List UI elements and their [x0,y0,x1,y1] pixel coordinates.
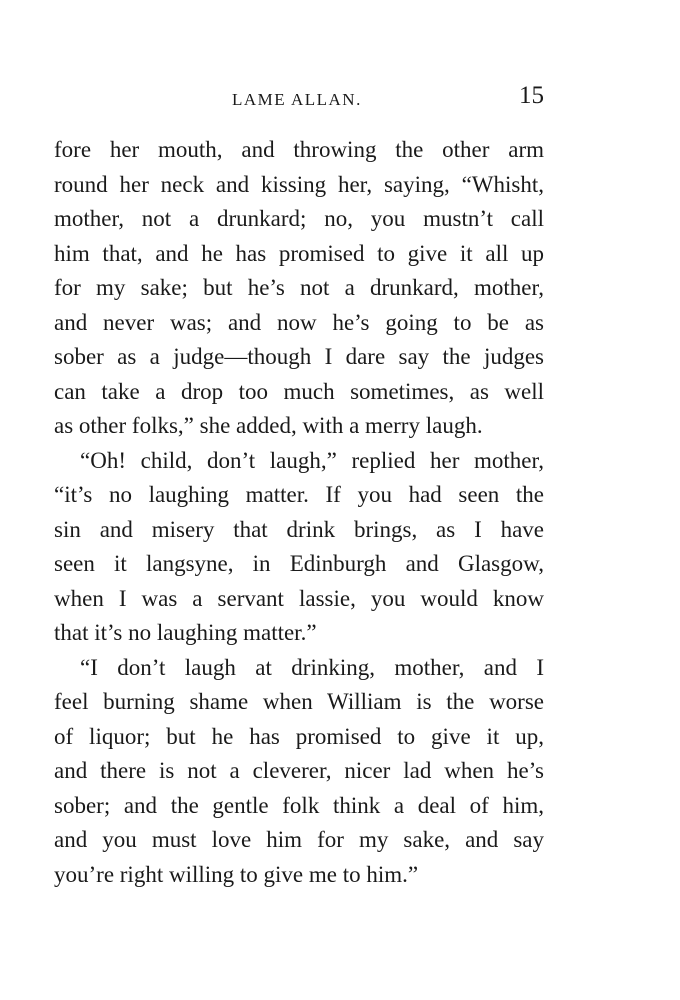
text-line: and you must love him for my sake, and say [54,827,544,852]
text-line: round her neck and kissing her, saying, “Whisht, [54,171,544,197]
text-line: and there is not a cleverer, nicer lad when he’s [54,758,544,783]
running-title: LAME ALLAN. [232,90,362,109]
text-line: “it’s no laughing matter. If you had seen the [54,482,544,507]
text-line: seen it langsyne, in Edinburgh and Glasgow, [54,551,544,576]
text-line: sin and misery that drink brings, as I have [54,516,544,542]
text-line: for my sake; but he’s not a drunkard, mother, [54,275,544,300]
body-text [54,133,544,892]
text-line: can take a drop too much sometimes, as well [54,378,544,404]
text-line: sober as a judge—though I dare say the judges [54,344,544,369]
text-line: and never was; and now he’s going to be as [54,309,544,335]
page-header [54,82,544,122]
text-line: “I don’t laugh at drinking, mother, and I [80,654,544,680]
text-line: “Oh! child, don’t laugh,” replied her mother, [80,447,544,473]
text-line: feel burning shame when William is the worse [54,689,544,714]
text-line: that it’s no laughing matter.” [54,620,317,645]
text-line: when I was a servant lassie, you would know [54,585,544,611]
text-line: sober; and the gentle folk think a deal of him, [54,792,544,818]
page-number: 15 [519,82,544,109]
text-line: you’re right willing to give me to him.” [54,861,419,887]
text-line: mother, not a drunkard; no, you mustn’t call [54,206,544,231]
text-line: as other folks,” she added, with a merry laugh. [54,413,483,438]
text-line: of liquor; but he has promised to give it up, [54,723,544,749]
text-line: him that, and he has promised to give it all up [54,240,544,266]
text-line: fore her mouth, and throwing the other arm [54,137,544,162]
